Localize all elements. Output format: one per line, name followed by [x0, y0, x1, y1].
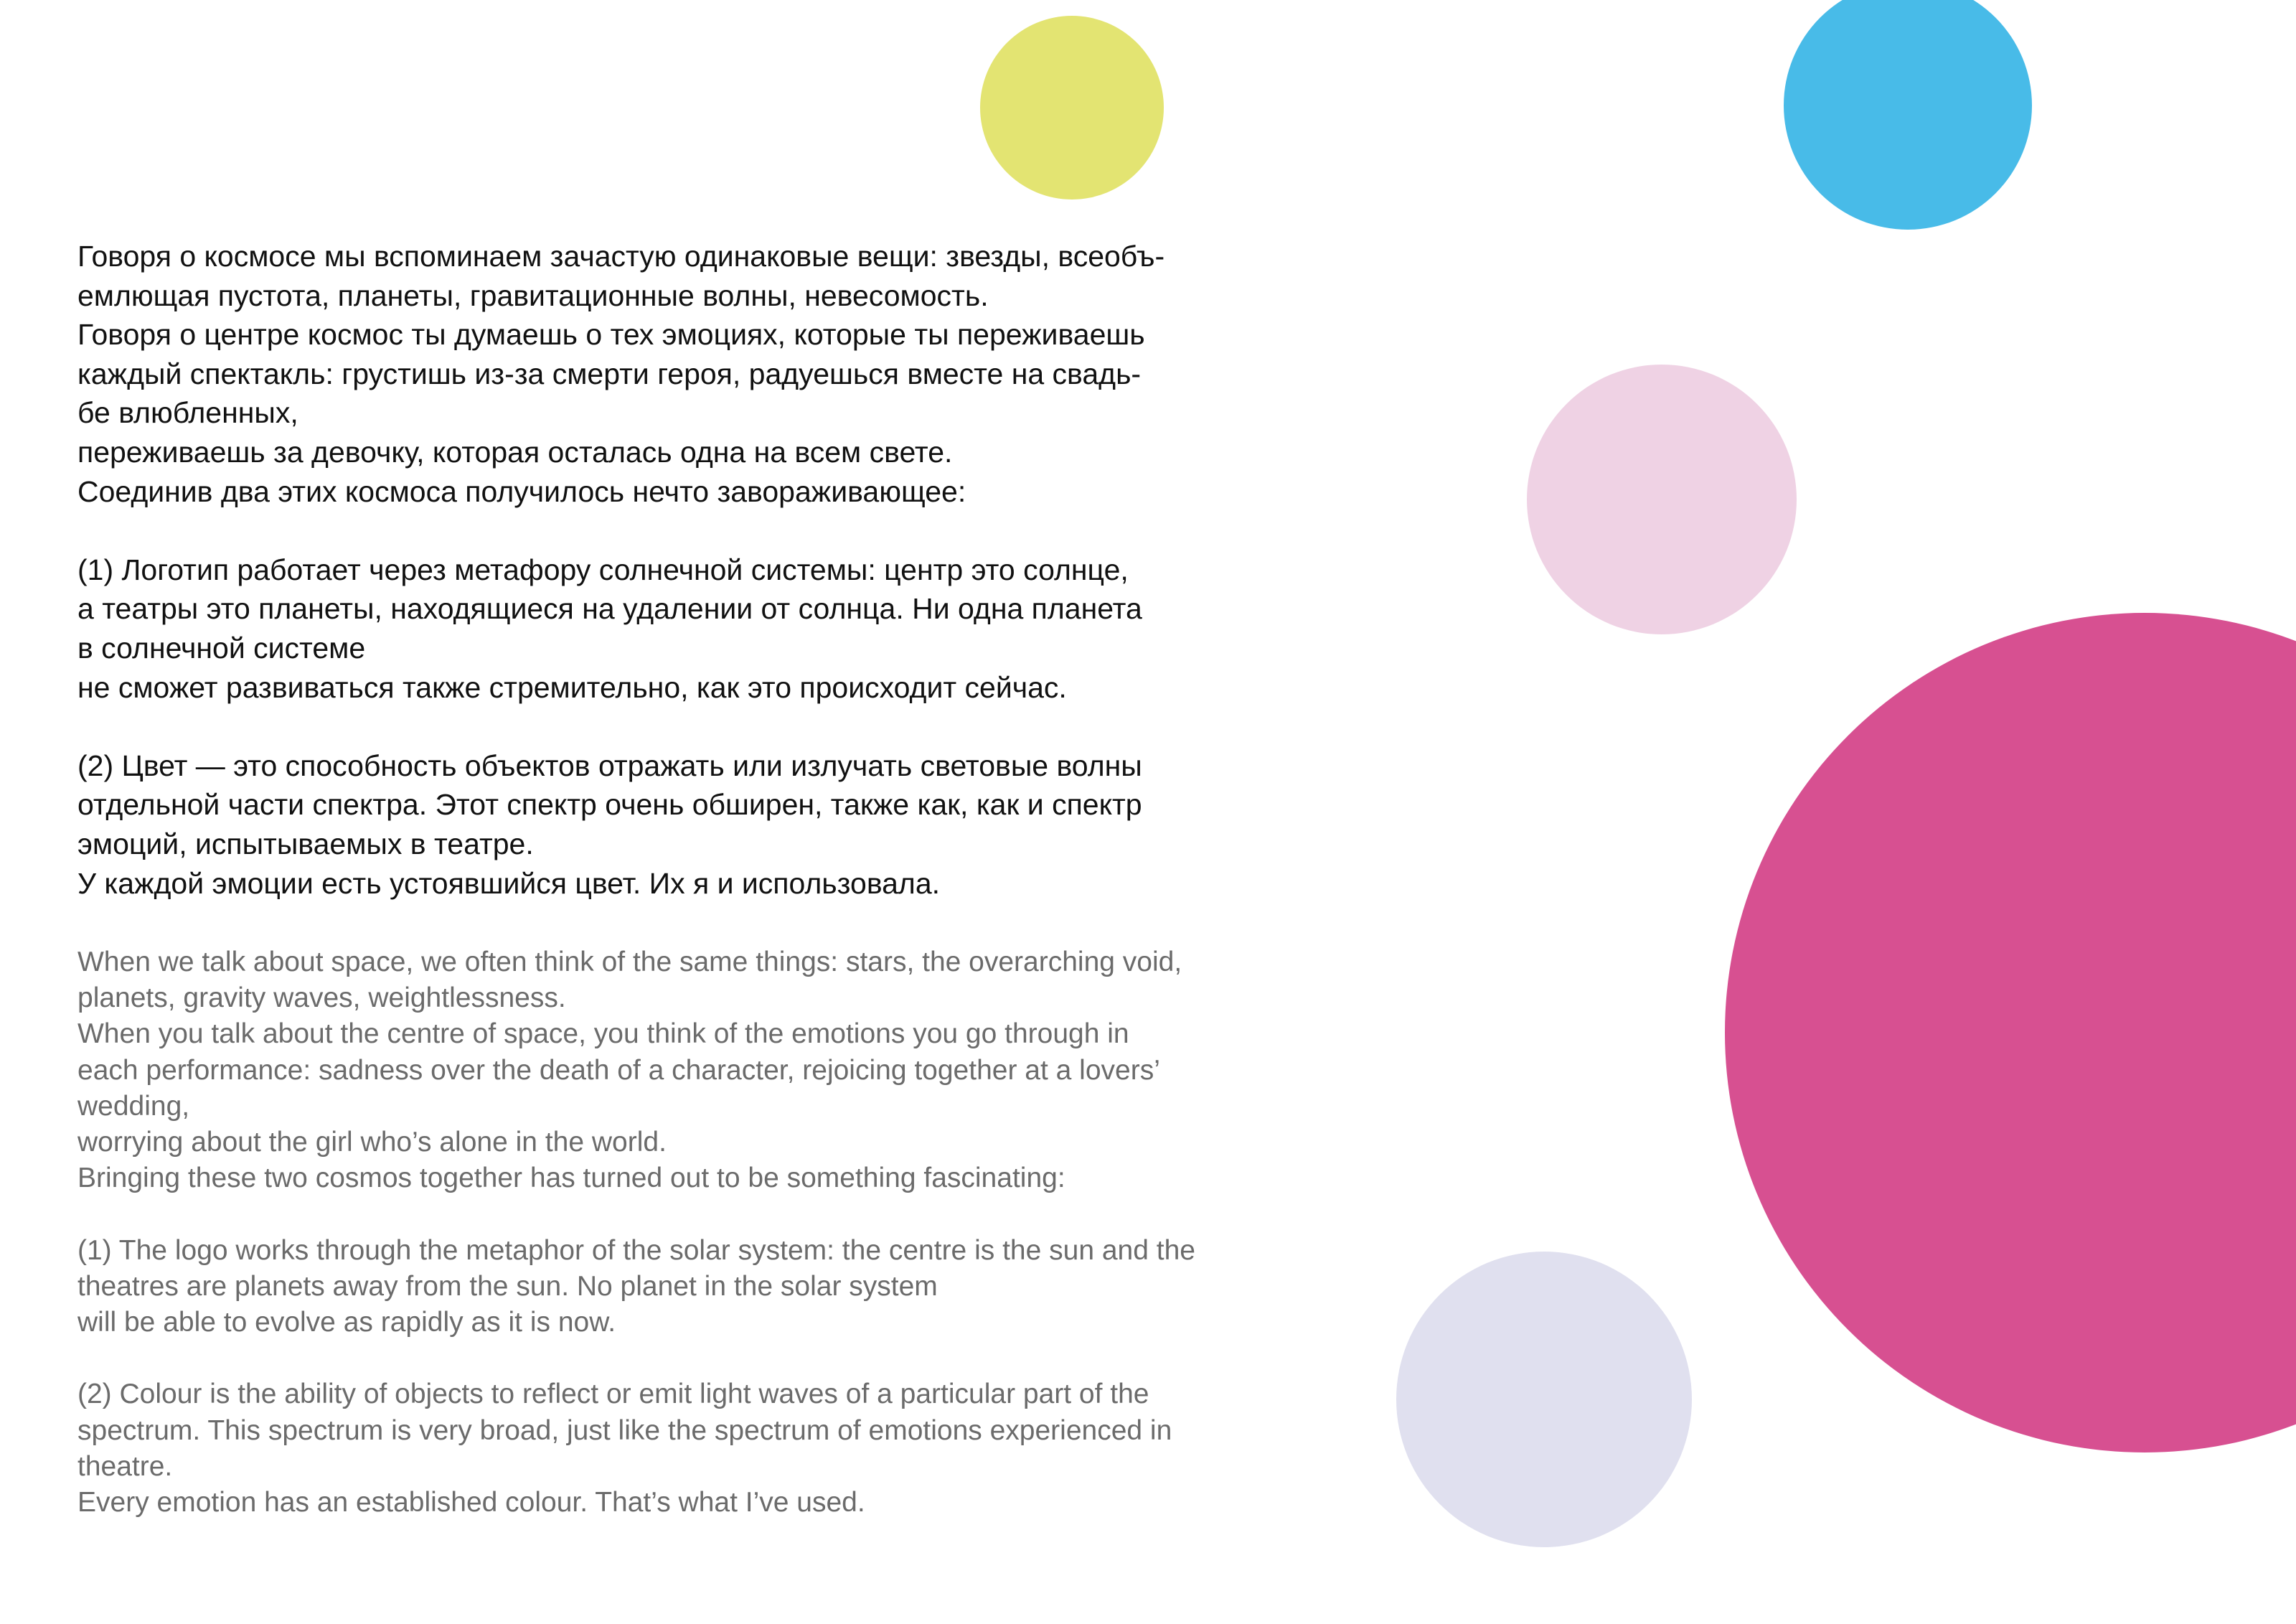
text-line: (2) Цвет — это способность объектов отражать или излучать световые волны [77, 748, 1142, 782]
lavender-circle [1396, 1252, 1692, 1547]
text-line: spectrum. This spectrum is very broad, just like the spectrum of emotions experienced in [77, 1414, 1172, 1446]
text-line: переживаешь за девочку, которая осталась одна на всем свете. [77, 435, 953, 469]
english-text-block [77, 944, 1355, 1521]
text-line: When you talk about the centre of space, you think of the emotions you go through in [77, 1018, 1129, 1050]
text-line: Говоря о космосе мы вспоминаем зачастую одинаковые вещи: звезды, всеобъ- [77, 240, 1165, 273]
text-line: эмоций, испытываемых в театре. [77, 827, 534, 860]
russian-point-1 [77, 550, 1355, 707]
paragraph-gap [77, 707, 1355, 746]
text-line: (1) The logo works through the metaphor of the solar system: the centre is the sun and the [77, 1234, 1195, 1266]
text-line: бе влюбленных, [77, 396, 298, 430]
english-point-1 [77, 1233, 1355, 1341]
text-line: У каждой эмоции есть устоявшийся цвет. Их я и использовала. [77, 866, 941, 900]
russian-intro-paragraph [77, 237, 1355, 511]
paragraph-gap [77, 1341, 1355, 1376]
text-line: planets, gravity waves, weightlessness. [77, 982, 566, 1014]
text-line: в солнечной системе [77, 631, 366, 665]
english-point-2 [77, 1376, 1355, 1521]
text-line: Говоря о центре космос ты думаешь о тех эмоциях, которые ты переживаешь [77, 318, 1145, 352]
yellow-circle [980, 16, 1164, 200]
text-line: Соединив два этих космоса получилось нечто завораживающее: [77, 474, 966, 508]
paragraph-gap [77, 1196, 1355, 1232]
text-line: емлющая пустота, планеты, гравитационные волны, невесомость. [77, 278, 989, 312]
text-line: Bringing these two cosmos together has turned out to be something fascinating: [77, 1163, 1065, 1194]
paragraph-gap [77, 511, 1355, 550]
text-line: отдельной части спектра. Этот спектр очень обширен, также как, как и спектр [77, 788, 1142, 822]
text-line: Every emotion has an established colour. That’s what I’ve used. [77, 1487, 865, 1519]
text-line: worrying about the girl who’s alone in the world. [77, 1127, 667, 1158]
text-line: will be able to evolve as rapidly as it is now. [77, 1307, 616, 1338]
blue-circle [1784, 0, 2032, 230]
text-line: wedding, [77, 1090, 190, 1122]
text-line: theatre. [77, 1450, 173, 1482]
text-line: (2) Colour is the ability of objects to reflect or emit light waves of a particular part of the [77, 1379, 1149, 1410]
text-line: theatres are planets away from the sun. No planet in the solar system [77, 1270, 938, 1302]
russian-text-block [77, 237, 1355, 903]
magenta-circle [1725, 613, 2296, 1452]
text-line: а театры это планеты, находящиеся на удалении от солнца. Ни одна планета [77, 592, 1142, 626]
russian-point-2 [77, 746, 1355, 903]
text-line: каждый спектакль: грустишь из-за смерти героя, радуешься вместе на свадь- [77, 357, 1142, 390]
text-line: When we talk about space, we often think of the same things: stars, the overarching void, [77, 947, 1182, 977]
text-line: each performance: sadness over the death of a character, rejoicing together at a lovers’ [77, 1054, 1160, 1086]
light-pink-circle [1527, 365, 1797, 634]
text-line: не сможет развиваться также стремительно, как это происходит сейчас. [77, 670, 1067, 704]
english-intro-paragraph [77, 944, 1355, 1196]
text-line: (1) Логотип работает через метафору солнечной системы: центр это солнце, [77, 553, 1129, 586]
